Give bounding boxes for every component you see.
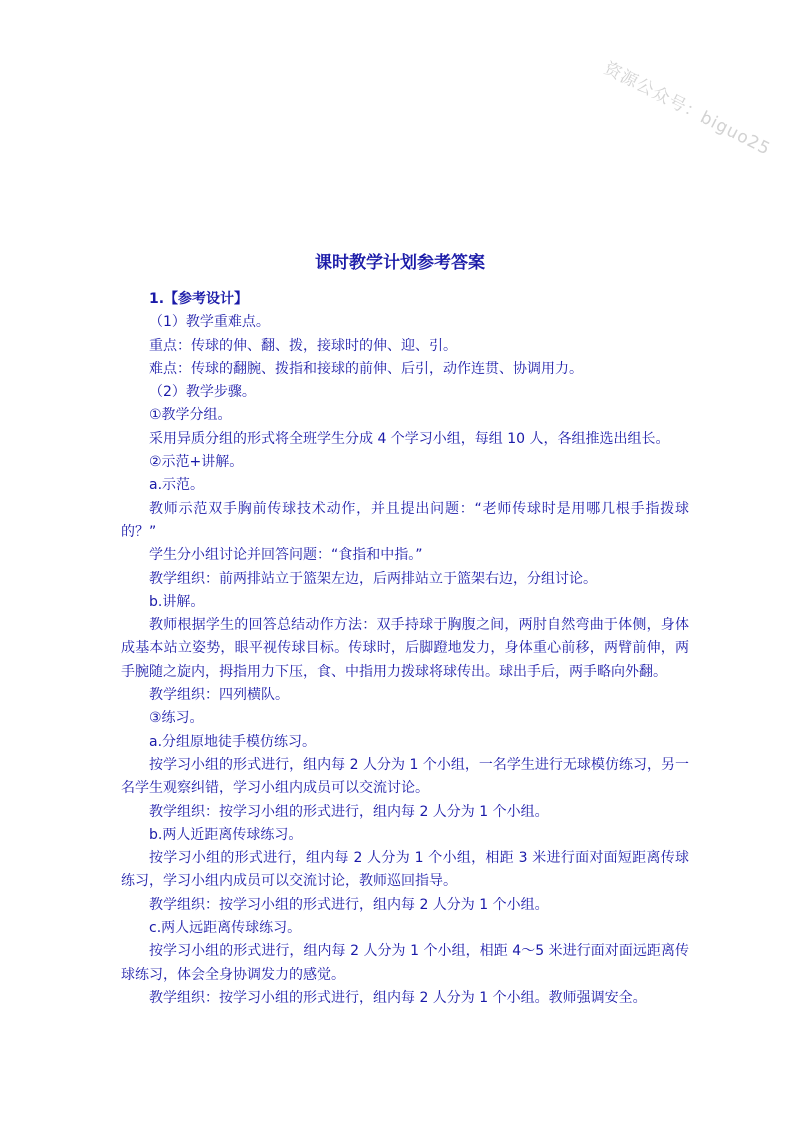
item-heading: a.示范。 xyxy=(149,477,205,494)
paragraph: 教师根据学生的回答总结动作方法：双手持球于胸腹之间，两肘自然弯曲于体侧，身体成基本站立姿势，眼平视传球目标。传球时，后脚蹬地发力，身体重心前移，两臂前伸，两手腕随之旋内，拇指用力下压，食、中指用力拨球将球传出。球出手后，两手略向外翻。 xyxy=(121,617,689,680)
subheading: （1）教学重难点。 xyxy=(149,314,270,331)
item-heading: b.讲解。 xyxy=(149,593,205,610)
paragraph: 采用异质分组的形式将全班学生分成 4 个学习小组，每组 10 人，各组推选出组长。 xyxy=(149,430,670,447)
document-body xyxy=(121,288,689,1010)
paragraph: 教学组织：按学习小组的形式进行，组内每 2 人分为 1 个小组。教师强调安全。 xyxy=(149,989,647,1006)
subheading: （2）教学步骤。 xyxy=(149,384,256,401)
paragraph: 学生分小组讨论并回答问题：“食指和中指。” xyxy=(149,547,423,564)
paragraph: 教学组织：按学习小组的形式进行，组内每 2 人分为 1 个小组。 xyxy=(149,803,549,820)
step-heading: ①教学分组。 xyxy=(149,407,232,424)
item-heading: b.两人近距离传球练习。 xyxy=(149,826,303,843)
watermark: 资源公众号：biguo25 xyxy=(600,58,774,160)
step-heading: ②示范+讲解。 xyxy=(149,454,244,471)
item-heading: c.两人远距离传球练习。 xyxy=(149,920,302,937)
paragraph: 按学习小组的形式进行，组内每 2 人分为 1 个小组，相距 3 米进行面对面短距离传球练习，学习小组内成员可以交流讨论，教师巡回指导。 xyxy=(121,850,689,890)
paragraph: 按学习小组的形式进行，组内每 2 人分为 1 个小组，相距 4～5 米进行面对面远距离传球练习，体会全身协调发力的感觉。 xyxy=(121,943,689,983)
section-heading: 1.【参考设计】 xyxy=(149,291,249,307)
step-heading: ③练习。 xyxy=(149,710,204,727)
paragraph: 教师示范双手胸前传球技术动作，并且提出问题：“老师传球时是用哪几根手指拨球的？” xyxy=(121,500,689,540)
paragraph: 教学组织：四列横队。 xyxy=(149,687,289,704)
paragraph: 教学组织：按学习小组的形式进行，组内每 2 人分为 1 个小组。 xyxy=(149,896,549,913)
paragraph: 按学习小组的形式进行，组内每 2 人分为 1 个小组，一名学生进行无球模仿练习，另一名学生观察纠错，学习小组内成员可以交流讨论。 xyxy=(121,756,689,797)
paragraph: 教学组织：前两排站立于篮架左边，后两排站立于篮架右边，分组讨论。 xyxy=(149,570,597,587)
paragraph: 重点：传球的伸、翻、拨，接球时的伸、迎、引。 xyxy=(149,337,457,354)
paragraph: 难点：传球的翻腕、拨指和接球的前伸、后引，动作连贯、协调用力。 xyxy=(149,360,583,377)
item-heading: a.分组原地徒手模仿练习。 xyxy=(149,733,317,750)
page-title: 课时教学计划参考答案 xyxy=(315,253,485,273)
